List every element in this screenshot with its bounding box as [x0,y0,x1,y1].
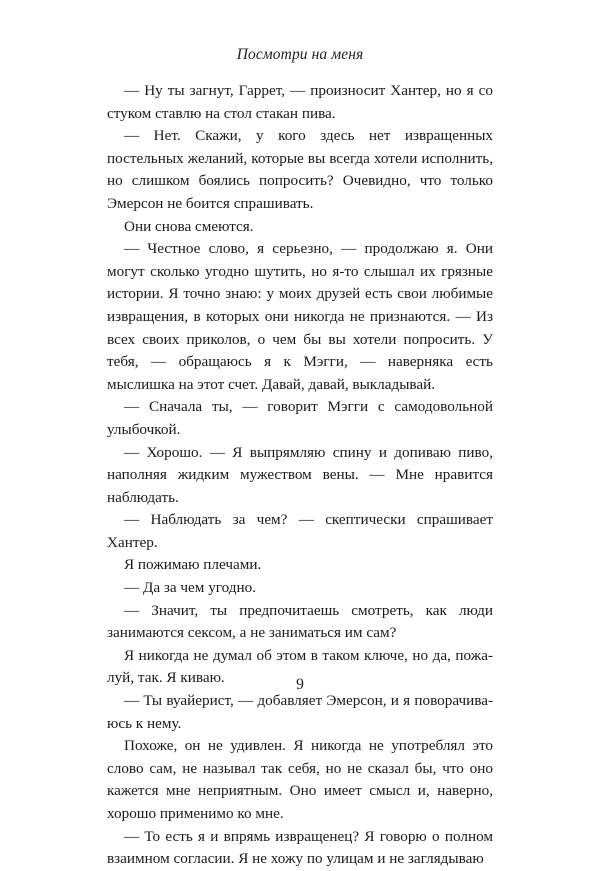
paragraph-8: Я пожимаю плечами. [124,556,262,574]
paragraph-6: — Хорошо. — Я выпрямляю спину и допиваю пиво, наполняя жидким мужеством вены. — Мне нравится наблюдать. [107,443,493,506]
paragraph-2: — Нет. Скажи, у кого здесь нет извращенных постельных желаний, которые вы всегда хотели исполнить, но слишком боялись попросить? Очевидно, что только Эмерсон не боится спрашивать. [107,127,493,212]
paragraph-13: Похоже, он не удивлен. Я никогда не употреблял это слово сам, не называл так себя, но не сказал бы, что оно кажется мне неприятным. Оно имеет смысл и, наверно, хорошо применимо ко мне. [107,737,493,822]
paragraph-7: — Наблюдать за чем? — скептически спрашивает Хантер. [107,511,493,551]
paragraph-3: Они снова смеются. [124,217,254,235]
paragraph-1: — Ну ты загнут, Гаррет, — произносит Хантер, но я со стуком ставлю на стол стакан пива. [107,82,493,122]
paragraph-10: — Значит, ты предпочитаешь смотреть, как люди занимаются сексом, а не заниматься им сам? [107,601,493,642]
paragraph-4: — Честное слово, я серьезно, — продолжаю я. Они могут сколько угодно шутить, но я-то слышал их грязные истории. Я точно знаю: у моих друзей есть свои любимые извращения, в которых они никогда не признаются. — Из всех своих приколов, о чем бы вы хотели попросить. У тебя, — обращаюсь я к Мэгги, — наверняка есть мыслишка на этот счет. Давай, давай, выкладывай. [107,240,493,393]
paragraph-11: Я никогда не думал об этом в таком ключе, но да, пожалуй, так. Я киваю. [107,646,493,687]
paragraph-14: — То есть я и впрямь извращенец? Я говорю о полном взаимном согласии. Я не хожу по улицам и не заглядываю [107,827,493,868]
paragraph-5: — Сначала ты, — говорит Мэгги с самодовольной улыбочкой. [107,398,493,438]
page-number: 9 [296,676,304,693]
running-head: Посмотри на меня [236,46,364,63]
paragraph-9: — Да за чем угодно. [124,579,257,597]
body-text [107,80,493,871]
paragraph-12: — Ты вуайерист, — добавляет Эмерсон, и я поворачиваюсь к нему. [107,692,493,732]
